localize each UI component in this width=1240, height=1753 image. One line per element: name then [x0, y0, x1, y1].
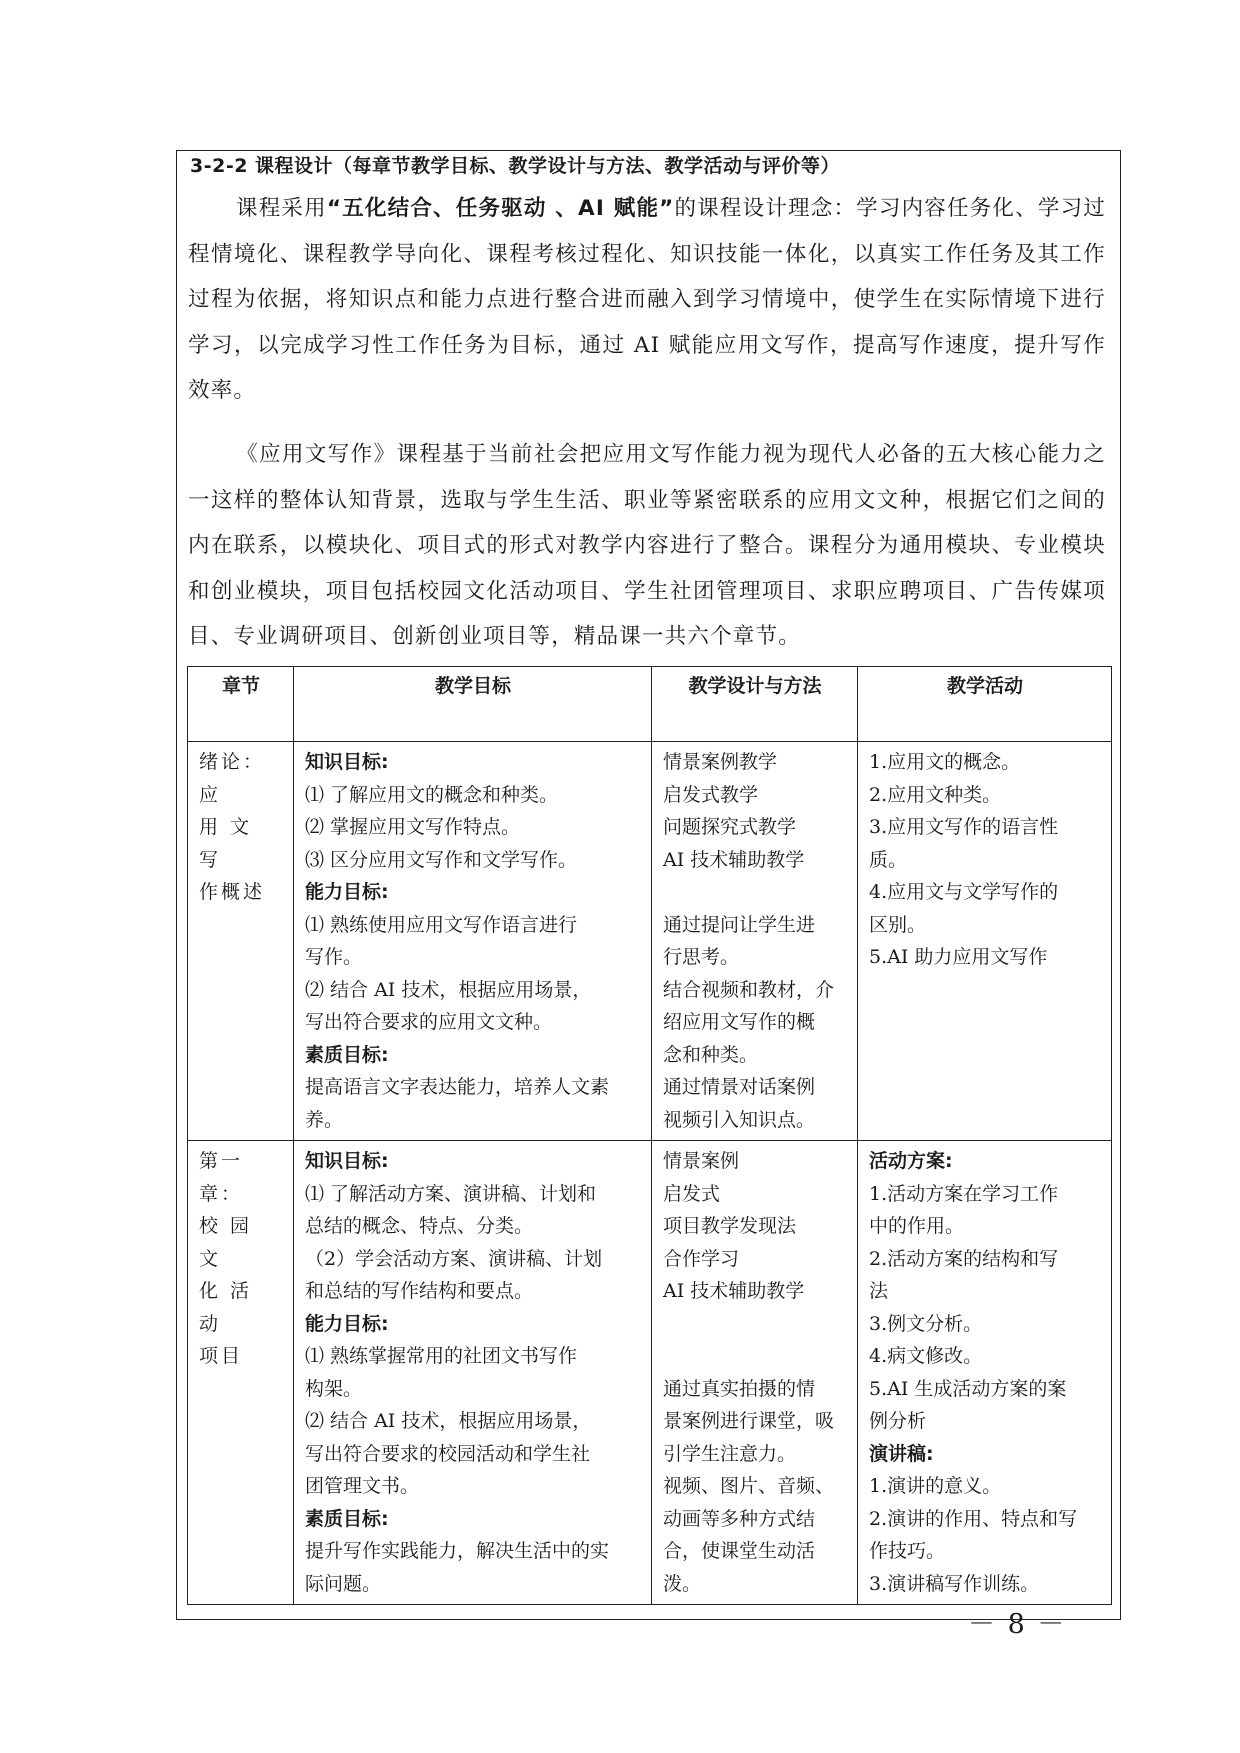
- paragraph1-emphasis: “五化结合、任务驱动 、AI 赋能”: [326, 196, 675, 221]
- cell-line: 行思考。: [663, 946, 740, 968]
- cell-line: ⑵ 结合 AI 技术，根据应用场景，: [305, 978, 592, 1001]
- cell-line: AI 技术辅助教学: [663, 1280, 805, 1302]
- cell-line: 通过提问让学生进: [663, 913, 816, 936]
- cell-line: 视频引入知识点。: [663, 1108, 816, 1131]
- cell-line: 2.应用文种类。: [869, 783, 1002, 806]
- cell-line: 团管理文书。: [305, 1475, 420, 1497]
- cell-line: 区别。: [869, 913, 927, 936]
- design-methods-cell: [652, 1141, 858, 1605]
- cell-line: 绍应用文写作的概: [663, 1011, 816, 1033]
- cell-line: 1.活动方案在学习工作: [869, 1182, 1059, 1205]
- cell-line: 写出符合要求的校园活动和学生社: [305, 1442, 591, 1465]
- cell-subheading: 知识目标:: [305, 751, 389, 773]
- cell-line: 1.演讲的意义。: [869, 1475, 1002, 1497]
- cell-line: 写出符合要求的应用文文种。: [305, 1011, 553, 1033]
- page-number: － 8 －: [968, 1609, 1067, 1640]
- cell-line: 念和种类。: [663, 1043, 759, 1066]
- paragraph-design-concept: [188, 186, 1106, 414]
- header-activities: 教学活动: [858, 667, 1112, 742]
- cell-line: 养。: [305, 1108, 344, 1131]
- cell-line: 和总结的写作结构和要点。: [305, 1280, 534, 1302]
- chapter-cell: [188, 1141, 294, 1605]
- paragraph-course-structure: [188, 432, 1106, 660]
- header-chapter: 章节: [188, 667, 294, 742]
- cell-line: 动画等多种方式结: [663, 1507, 816, 1530]
- chapter-line: 第一章：: [199, 1150, 244, 1205]
- course-design-table: [187, 666, 1112, 1605]
- teaching-goals-cell: [294, 1141, 652, 1605]
- chapter-line: 校 园 文: [199, 1215, 253, 1270]
- cell-line: 提升写作实践能力，解决生活中的实: [305, 1540, 610, 1562]
- paragraph1-before: 课程采用: [236, 196, 327, 221]
- cell-line: 2.演讲的作用、特点和写: [869, 1507, 1078, 1530]
- cell-line: 构架。: [305, 1377, 363, 1400]
- section-title: 3-2-2 课程设计（每章节教学目标、教学设计与方法、教学活动与评价等）: [190, 155, 841, 177]
- cell-subheading: 素质目标:: [305, 1507, 389, 1530]
- spacer: [663, 1308, 847, 1341]
- chapter-line: 用 文 写: [199, 816, 253, 871]
- cell-line: 法: [869, 1280, 889, 1302]
- header-teaching-goals: 教学目标: [294, 667, 652, 742]
- chapter-cell: [188, 742, 294, 1141]
- cell-line: ⑵ 掌握应用文写作特点。: [305, 816, 521, 838]
- activities-cell: [858, 1141, 1112, 1605]
- cell-line: ⑴ 了解应用文的概念和种类。: [305, 783, 559, 806]
- cell-line: ⑴ 熟练使用应用文写作语言进行: [305, 913, 578, 936]
- cell-line: 景案例进行课堂，吸: [663, 1410, 835, 1432]
- chapter-line: 作概述: [199, 881, 266, 903]
- design-methods-cell: [652, 742, 858, 1141]
- spacer: [663, 876, 847, 909]
- cell-line: 问题探究式教学: [663, 816, 797, 838]
- cell-line: 4.应用文与文学写作的: [869, 881, 1059, 903]
- cell-line: 合，使课堂生动活: [663, 1540, 816, 1562]
- cell-line: 项目教学发现法: [663, 1215, 797, 1237]
- cell-line: 通过真实拍摄的情: [663, 1377, 816, 1400]
- cell-line: ⑴ 了解活动方案、演讲稿、计划和: [305, 1182, 597, 1205]
- cell-line: 通过情景对话案例: [663, 1076, 816, 1098]
- paragraph2-text: 《应用文写作》课程基于当前社会把应用文写作能力视为现代人必备的五大核心能力之一这样的整体认知背景，选取与学生生活、职业等紧密联系的应用文文种，根据它们之间的内在联系，以模块化、项目式的形式对教学内容进行了整合。课程分为通用模块、专业模块和创业模块，项目包括校园文化活动项目、学生社团管理项目、求职应聘项目、广告传媒项目、专业调研项目、创新创业项目等，精品课一共六个章节。: [188, 442, 1106, 649]
- cell-line: 1.应用文的概念。: [869, 751, 1021, 773]
- paragraph1-after: 的课程设计理念：学习内容任务化、学习过程情境化、课程教学导向化、课程考核过程化、知识技能一体化，以真实工作任务及其工作过程为依据，将知识点和能力点进行整合进而融入到学习情境中，使学生在实际情境下进行学习，以完成学习性工作任务为目标，通过 AI 赋能应用文写作，提高写作速度，提升写作效率。: [188, 196, 1106, 403]
- cell-line: （2）学会活动方案、演讲稿、计划: [305, 1247, 603, 1270]
- cell-line: 视频、图片、音频、: [663, 1475, 835, 1497]
- cell-line: 4.病文修改。: [869, 1345, 983, 1367]
- cell-line: 引学生注意力。: [663, 1442, 797, 1465]
- cell-line: 际问题。: [305, 1572, 382, 1595]
- cell-line: ⑴ 熟练掌握常用的社团文书写作: [305, 1345, 578, 1367]
- cell-subheading: 能力目标:: [305, 881, 389, 903]
- table-row: [188, 1141, 1112, 1605]
- chapter-line: 绪论：应: [199, 751, 266, 806]
- cell-line: 中的作用。: [869, 1215, 965, 1237]
- activities-cell: [858, 742, 1112, 1141]
- cell-line: 启发式: [663, 1182, 721, 1205]
- cell-subheading: 能力目标:: [305, 1312, 389, 1335]
- cell-line: ⑵ 结合 AI 技术，根据应用场景，: [305, 1410, 592, 1432]
- cell-line: 作技巧。: [869, 1540, 946, 1562]
- cell-line: AI 技术辅助教学: [663, 848, 805, 871]
- header-design-methods: 教学设计与方法: [652, 667, 858, 742]
- cell-line: 启发式教学: [663, 783, 759, 806]
- cell-line: 写作。: [305, 946, 363, 968]
- cell-line: 5.AI 助力应用文写作: [869, 946, 1048, 968]
- cell-subheading: 活动方案:: [869, 1150, 953, 1172]
- cell-subheading: 演讲稿:: [869, 1442, 934, 1465]
- cell-line: 3.演讲稿写作训练。: [869, 1572, 1040, 1595]
- cell-line: 5.AI 生成活动方案的案: [869, 1377, 1067, 1400]
- cell-line: 例分析: [869, 1410, 927, 1432]
- table-header-row: [188, 667, 1112, 742]
- cell-line: 泼。: [663, 1572, 702, 1595]
- chapter-line: 化 活 动: [199, 1280, 253, 1335]
- cell-line: 情景案例教学: [663, 751, 778, 773]
- chapter-line: 项目: [199, 1345, 244, 1367]
- cell-line: 情景案例: [663, 1150, 740, 1172]
- spacer: [663, 1340, 847, 1373]
- teaching-goals-cell: [294, 742, 652, 1141]
- cell-line: ⑶ 区分应用文写作和文学写作。: [305, 848, 578, 871]
- cell-line: 3.应用文写作的语言性: [869, 816, 1059, 838]
- cell-subheading: 知识目标:: [305, 1150, 389, 1172]
- cell-line: 合作学习: [663, 1247, 740, 1270]
- cell-line: 提高语言文字表达能力，培养人文素: [305, 1076, 610, 1098]
- table-body: [188, 742, 1112, 1605]
- table-row: [188, 742, 1112, 1141]
- cell-line: 质。: [869, 848, 908, 871]
- cell-subheading: 素质目标:: [305, 1043, 389, 1066]
- cell-line: 结合视频和教材，介: [663, 978, 835, 1001]
- cell-line: 3.例文分析。: [869, 1312, 983, 1335]
- cell-line: 2.活动方案的结构和写: [869, 1247, 1059, 1270]
- cell-line: 总结的概念、特点、分类。: [305, 1215, 534, 1237]
